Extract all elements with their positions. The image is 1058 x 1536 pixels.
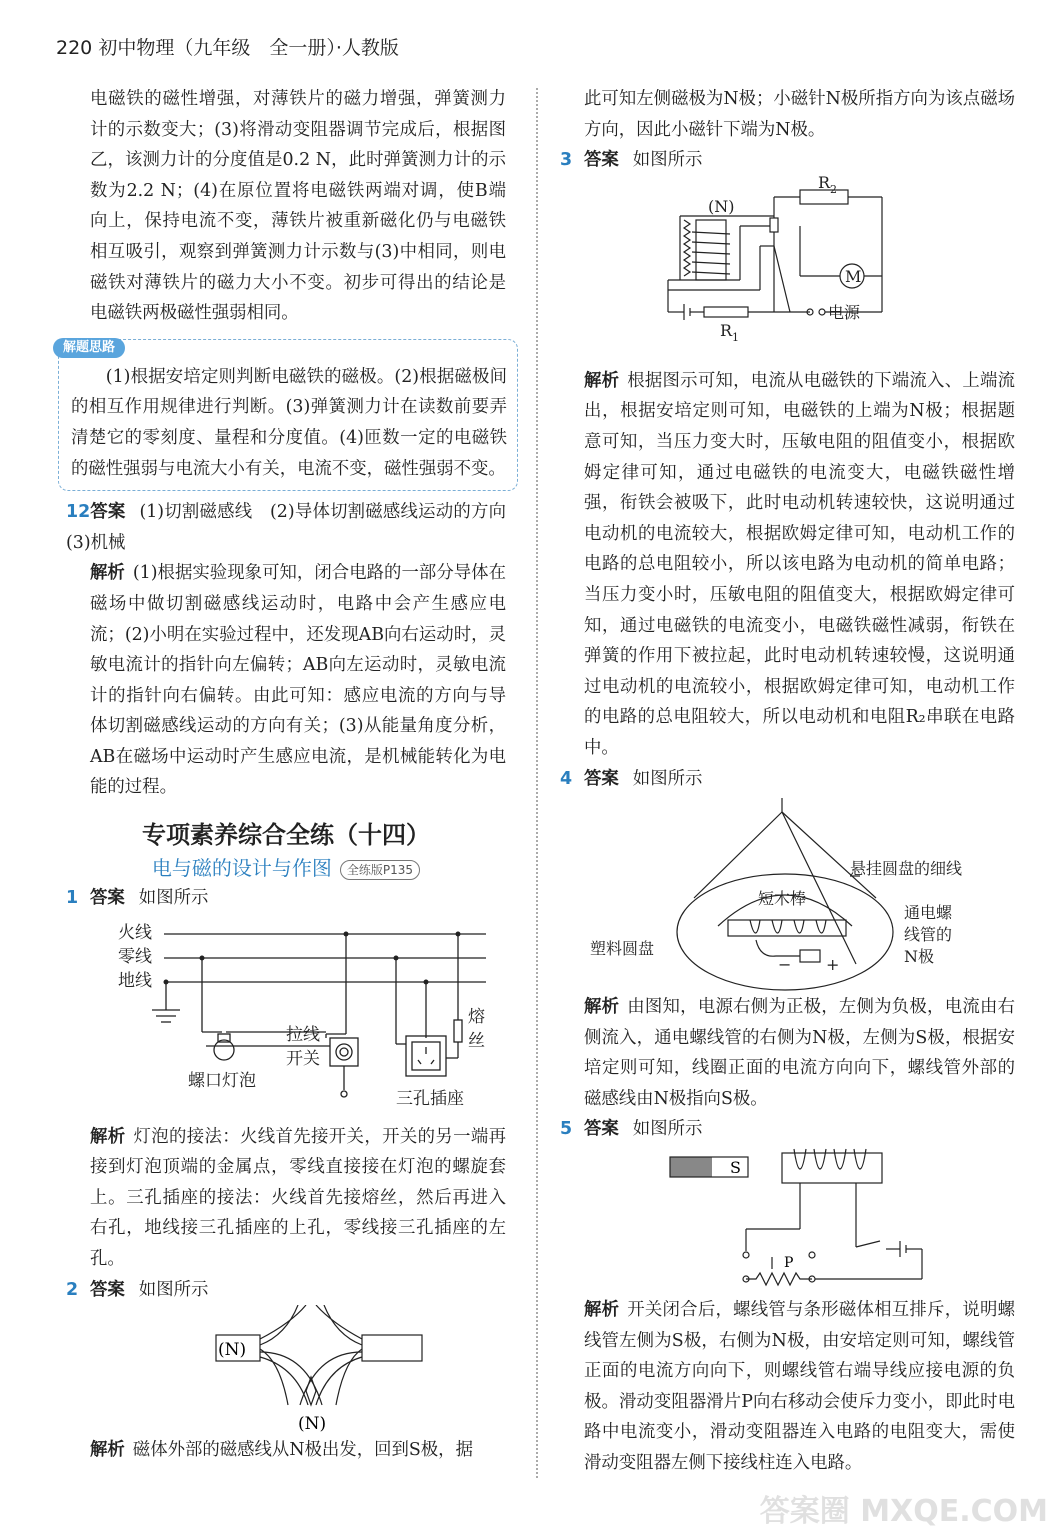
section-page-ref: 全练版P135 — [340, 860, 420, 880]
battery-minus-label: − — [778, 955, 792, 975]
solution-tip-box — [58, 339, 518, 491]
analysis-label: 解析 — [584, 370, 620, 391]
left-pole-label: (N) — [218, 1340, 247, 1361]
coil-label-2: 线管的 — [904, 925, 953, 945]
analysis-label: 解析 — [90, 563, 125, 584]
continued-text: 此可知左侧磁极为N极；小磁针N极所指方向为该点磁场方向，因此小磁针下端为N极。 — [584, 89, 1015, 140]
question-number: 12 — [66, 502, 91, 523]
slider-p-label: P — [784, 1255, 794, 1272]
right-column — [560, 84, 1015, 1479]
left-column — [63, 84, 524, 1466]
live-wire-label: 火线 — [118, 922, 152, 943]
analysis-text: 灯泡的接法：火线首先接开关，开关的另一端再接到灯泡顶端的金属点，零线直接接在灯泡的螺旋套上。三孔插座的接法：火线首先接熔丝，然后再进入右孔，地线接三孔插座的上孔，零线接三孔插座的左孔。 — [90, 1126, 506, 1270]
electromagnet-pole-label: (N) — [708, 196, 735, 216]
coil-label-1: 通电螺 — [904, 903, 953, 923]
neutral-wire-label: 零线 — [118, 946, 152, 967]
relay-circuit-figure — [560, 176, 1015, 366]
answer-label: 答案 — [584, 768, 619, 789]
pull-switch-label-1: 拉线 — [286, 1024, 320, 1045]
page-header — [56, 33, 399, 60]
analysis-text: 开关闭合后，螺线管与条形磁体相互排斥，说明螺线管左侧为S极，右侧为N极，由安培定则可知，螺线管正面的电流方向向下，则螺线管右端导线应接电源的负极。滑动变阻器滑片P向右移动会使斥力变小，即此时电路中电流变小，滑动变阻器连入电路的电阻变大，需使滑动变阻器左侧下接线柱连入电路。 — [584, 1300, 1015, 1474]
suspended-disk-figure — [560, 794, 1015, 992]
r1-label: $R_1$ — [720, 320, 740, 344]
section-subtitle: 电与磁的设计与作图 — [151, 856, 332, 881]
answer-text: 如图所示 — [138, 888, 209, 909]
ground-wire-label: 地线 — [118, 970, 152, 991]
stick-label: 短木棒 — [758, 889, 807, 909]
answer-text: 如图所示 — [632, 1119, 703, 1140]
answer-label: 答案 — [90, 888, 125, 909]
question-number: 1 — [66, 888, 79, 909]
question-number: 5 — [560, 1119, 573, 1140]
fuse-label-1: 熔 — [468, 1006, 485, 1027]
magnetic-field-figure — [66, 1305, 506, 1435]
question-number: 4 — [560, 768, 573, 789]
tip-text: (1)根据安培定则判断电磁铁的磁极。(2)根据磁极间的相互作用规律进行判断。(3)弹簧测力计在读数前要弄清楚它的零刻度、量程和分度值。(4)匝数一定的电磁铁的磁性强弱与电流大小有关，电流不变，磁性强弱不变。 — [71, 366, 507, 479]
analysis-text: (1)根据实验现象可知，闭合电路的一部分导体在磁场中做切割磁感线运动时，电路中会产生感应电流；(2)小明在实验过程中，还发现AB向右运动时，灵敏电流计的指针向左偏转；AB向左运动时，灵敏电流计的指针向右偏转。由此可知：感应电流的方向与导体切割磁感线运动的方向有关；(3)从能量角度分析，AB在磁场中运动时产生感应电流，是机械能转化为电能的过程。 — [90, 563, 506, 798]
answer-text: (1)切割磁感线 (2)导体切割磁感线运动的方向 (3)机械 — [66, 502, 524, 553]
question-3 — [560, 145, 1015, 763]
question-5 — [560, 1114, 1015, 1478]
answer-text: 如图所示 — [632, 150, 703, 171]
tip-label: 解题思路 — [53, 338, 125, 358]
r2-label: $R_2$ — [818, 175, 838, 196]
page-number: 220 — [56, 37, 93, 59]
needle-pole-label: (N) — [298, 1414, 327, 1435]
magnet-s-label: S — [730, 1158, 741, 1178]
pull-switch-label-2: 开关 — [286, 1048, 320, 1069]
answer-label: 答案 — [584, 150, 619, 171]
household-circuit-figure — [66, 914, 506, 1114]
solenoid-circuit-figure — [560, 1145, 1015, 1295]
disk-label: 塑料圆盘 — [590, 939, 655, 959]
power-source-label: 电源 — [828, 302, 861, 322]
section-title: 专项素养综合全练（十四） — [142, 821, 430, 850]
battery-plus-label: + — [826, 955, 840, 975]
fuse-label-2: 丝 — [468, 1030, 485, 1051]
socket-label: 三孔插座 — [396, 1088, 464, 1109]
continued-text: 电磁铁的磁性增强，对薄铁片的磁力增强，弹簧测力计的示数变大；(3)将滑动变阻器调节完成后，根据图乙，该测力计的分度值是0.2 N，此时弹簧测力计的示数为2.2 N；(4)在原位置将电磁铁两端对调，使B端向上，保持电流不变，薄铁片被重新磁化仍与电磁铁相互吸引，观察到弹簧测力计示数与(3)中相同，则电磁铁对薄铁片的磁力大小不变。初步可得出的结论是电磁铁两极磁性强弱相同。 — [90, 89, 506, 324]
analysis-label: 解析 — [90, 1440, 125, 1461]
question-number: 3 — [560, 150, 573, 171]
answer-label: 答案 — [90, 1279, 125, 1300]
answer-text: 如图所示 — [632, 768, 703, 789]
question-2 — [66, 1275, 506, 1466]
question-12 — [66, 497, 524, 803]
question-1 — [66, 883, 506, 1275]
answer-label: 答案 — [90, 502, 126, 523]
analysis-text: 根据图示可知，电流从电磁铁的下端流入、上端流出，根据安培定则可知，电磁铁的上端为N极；根据题意可知，当压力变大时，压敏电阻的阻值变小，根据欧姆定律可知，通过电磁铁的电流变大，电磁铁磁性增强，衔铁会被吸下，此时电动机转速较快，这说明通过电动机的电流较大，根据欧姆定律可知，电动机工作的电路的总电阻较小，所以该电路为电动机的简单电路；当压力变小时，压敏电阻的阻值变大，根据欧姆定律可知，通过电磁铁的电流变小，电磁铁磁性减弱，衔铁在弹簧的作用下被拉起，此时电动机转速较慢，这说明通过电动机的电流较小，根据欧姆定律可知，电动机工作的电路的总电阻较大，所以电动机和电阻R₂串联在电路中。 — [584, 370, 1015, 758]
analysis-label: 解析 — [90, 1126, 126, 1147]
analysis-text: 磁体外部的磁感线从N极出发，回到S极，据 — [132, 1440, 473, 1461]
question-number: 2 — [66, 1279, 79, 1300]
question-4 — [560, 764, 1015, 1115]
analysis-text: 由图知，电源右侧为正极，左侧为负极，电流由右侧流入，通电螺线管的右侧为N极，左侧为S极，根据安培定则可知，线圈正面的电流方向向下，螺线管外部的磁感线由N极指向S极。 — [584, 997, 1015, 1109]
motor-label: M — [845, 266, 862, 286]
section-heading — [66, 817, 506, 883]
coil-label-3: N极 — [904, 947, 935, 967]
answer-label: 答案 — [584, 1119, 619, 1140]
watermark: 答案圈 MXQE.COM — [759, 1494, 1048, 1529]
book-title: 初中物理（九年级 全一册）·人教版 — [98, 37, 399, 59]
bulb-label: 螺口灯泡 — [188, 1070, 256, 1091]
thread-label: 悬挂圆盘的细线 — [850, 859, 963, 879]
analysis-label: 解析 — [584, 997, 620, 1018]
analysis-label: 解析 — [584, 1300, 620, 1321]
column-divider — [536, 88, 538, 1478]
answer-text: 如图所示 — [138, 1279, 209, 1300]
